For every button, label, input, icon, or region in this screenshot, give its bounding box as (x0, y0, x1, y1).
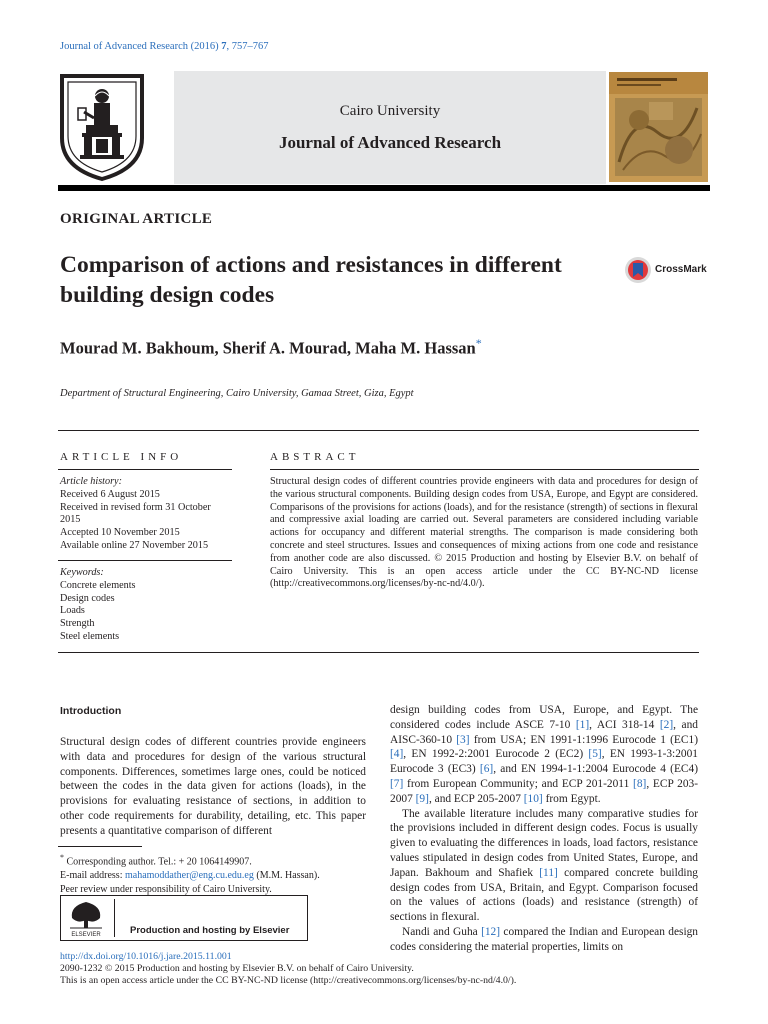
keyword-item: Steel elements (60, 630, 120, 642)
corresponding-text: Corresponding author. Tel.: + 20 1064149907. (64, 856, 252, 868)
keyword-item: Loads (60, 605, 85, 617)
citation-link[interactable]: [6] (479, 763, 494, 776)
paragraph-text: compared concrete building design codes from USA, Britain, and Egypt. Comparison focused on the values of actions (loads) and resistance (strength) of sections in flexural. (390, 866, 698, 924)
article-info-heading: ARTICLE INFO (60, 451, 183, 463)
abstract-copyright: © 2015 Production and hosting by Elsevier B.V. on behalf of Cairo University. This is an open access article under the CC BY-NC-ND license (http://creativecommons.org/licenses/by-nc-nd/4.0/). (270, 552, 699, 590)
article-type: ORIGINAL ARTICLE (60, 211, 213, 227)
citation-link[interactable]: [2] (659, 718, 674, 731)
abstract-rule (270, 469, 699, 470)
paragraph-text: , ACI 318-14 (589, 718, 660, 731)
introduction-right-column (390, 703, 698, 955)
citation-link[interactable]: [8] (633, 777, 647, 790)
footnote-rule (58, 846, 142, 847)
section-rule-bottom (58, 652, 699, 653)
citation-link[interactable]: [5] (588, 748, 602, 761)
email-suffix: (M.M. Hassan). (253, 869, 320, 881)
article-info-rule (58, 469, 232, 470)
issn-line: 2090-1232 © 2015 Production and hosting by Elsevier B.V. on behalf of Cairo University. (60, 963, 414, 974)
journal-reference[interactable]: Journal of Advanced Research (2016) 7, 757–767 (60, 41, 269, 52)
journal-header-band (174, 71, 606, 184)
paragraph-text: from USA; EN 1991-1:1996 Eurocode 1 (EC1) (469, 733, 698, 746)
history-item: Received 6 August 2015 (60, 488, 160, 500)
doi-link[interactable] (60, 951, 700, 963)
paragraph-text: from European Community; and ECP 201-2011 (403, 777, 634, 790)
paragraph-text: , and ECP 205-2007 (428, 792, 524, 805)
introduction-left-column: Structural design codes of different countries provide engineers with data and procedures for design of the various structural components. Differences, sometimes large ones, could be noticed between the codes in the data given for actions (loads), in the provisions for evaluating resistance of sections, in addition to other code requirements for durability, detailing, etc. This paper presents a quantitative comparison of different (60, 736, 366, 837)
elsevier-tree-logo (64, 898, 108, 938)
paragraph-text: The available literature includes many comparative studies for the provisions included in different design codes. Focus is usually given to evaluating the differences in loads, load factors, resistance values stipulated in design codes from United States, Europe, and Japan. Bakhoum and Shafiek (390, 807, 698, 879)
citation-link[interactable]: [1] (575, 718, 590, 731)
citation-link[interactable]: [7] (390, 777, 404, 790)
corresponding-author-note (60, 851, 366, 869)
crossmark-button[interactable] (624, 256, 707, 284)
keywords-label: Keywords: (60, 567, 104, 578)
keyword-item: Concrete elements (60, 579, 136, 591)
authors-text: Mourad M. Bakhoum, Sherif A. Mourad, Maha M. Hassan (60, 338, 476, 358)
journal-cover-image (609, 72, 708, 182)
title-line-1: Comparison of actions and resistances in different (60, 252, 562, 278)
right-paragraph-2 (390, 807, 698, 925)
header-rule (58, 185, 710, 191)
email-label: E-mail address: (60, 869, 125, 881)
paragraph-text: design building codes from USA, Europe, and Egypt. The considered codes include ASCE 7-10 (390, 704, 698, 731)
abstract-body (270, 476, 698, 591)
section-rule-top (58, 430, 699, 431)
elsevier-production-text: Production and hosting by Elsevier (130, 925, 290, 936)
citation-link[interactable]: [10] (523, 792, 543, 805)
title-line-2: building design codes (60, 282, 275, 308)
paragraph-text: from Egypt. (542, 792, 601, 805)
history-item: Accepted 10 November 2015 (60, 527, 180, 539)
university-name: Cairo University (339, 103, 441, 119)
author-list (60, 336, 482, 359)
citation-link[interactable]: [11] (539, 866, 558, 879)
paragraph-text: compared the Indian and European design codes considering the material properties, limits on (390, 925, 698, 953)
paragraph-text: , and AISC-360-10 (390, 718, 698, 746)
introduction-heading: Introduction (60, 705, 122, 717)
footnote-mark: * (60, 853, 64, 862)
peer-review-note: Peer review under responsibility of Cairo University. (60, 883, 272, 895)
crossmark-icon (624, 256, 652, 284)
paragraph-text: , EN 1992-2:2001 Eurocode 2 (EC2) (403, 748, 589, 761)
paragraph-text: Nandi and Guha (402, 925, 482, 938)
elsevier-divider (114, 899, 115, 937)
email-line (60, 869, 366, 883)
citation-link[interactable]: [9] (415, 792, 429, 805)
history-item: 2015 (60, 514, 81, 526)
right-paragraph-1 (390, 703, 698, 807)
footnote (60, 851, 366, 896)
history-label: Article history: (60, 476, 122, 487)
history-item: Received in revised form 31 October (60, 501, 211, 513)
keywords (60, 567, 232, 644)
article-title (60, 250, 620, 310)
journal-name: Journal of Advanced Research (278, 133, 502, 152)
keywords-rule (58, 560, 232, 561)
paragraph-text: , EN 1993-1-3:2001 Eurocode 3 (EC3) (390, 748, 698, 776)
corresponding-author-mark[interactable]: * (475, 336, 482, 350)
abstract-heading: ABSTRACT (270, 451, 360, 463)
citation-link[interactable]: [3] (456, 733, 470, 746)
paragraph-text: , and EN 1994-1-1:2004 Eurocode 4 (EC4) (493, 763, 698, 776)
doi-text[interactable]: http://dx.doi.org/10.1016/j.jare.2015.11.001 (60, 951, 232, 962)
elsevier-logo-text: ELSEVIER (71, 932, 101, 938)
email-link[interactable]: mahamoddather@eng.cu.edu.eg (124, 869, 254, 881)
article-history (60, 476, 232, 553)
paragraph-text: , ECP 203-2007 (390, 777, 699, 805)
cairo-university-logo (58, 72, 146, 182)
affiliation: Department of Structural Engineering, Cairo University, Gamaa Street, Giza, Egypt (60, 388, 414, 399)
citation-link[interactable]: [12] (481, 925, 501, 938)
citation-link[interactable]: [4] (390, 748, 404, 761)
history-item: Available online 27 November 2015 (60, 539, 209, 551)
license-line: This is an open access article under the CC BY-NC-ND license (http://creativecommons.org/licenses/by-nc-nd/4.0/). (60, 975, 517, 986)
keyword-item: Design codes (60, 592, 115, 604)
keyword-item: Strength (60, 618, 95, 630)
crossmark-label: CrossMark (655, 264, 707, 275)
abstract-text: Structural design codes of different countries provide engineers with data and procedures for design of the various structural components. Building design codes from USA, Europe, and Egypt are considered. Comparisons of the provisions for actions (loads), and for the resistance (strength) of sections in flexural and compressive axial loading are carried out. Several parameters are considered including variable actions for occupancy and different material strengths. The comparison is made considering both concrete and steel structures. Issues and consequences of mixing actions from one code and resistance from another code are also discussed. (270, 476, 698, 564)
